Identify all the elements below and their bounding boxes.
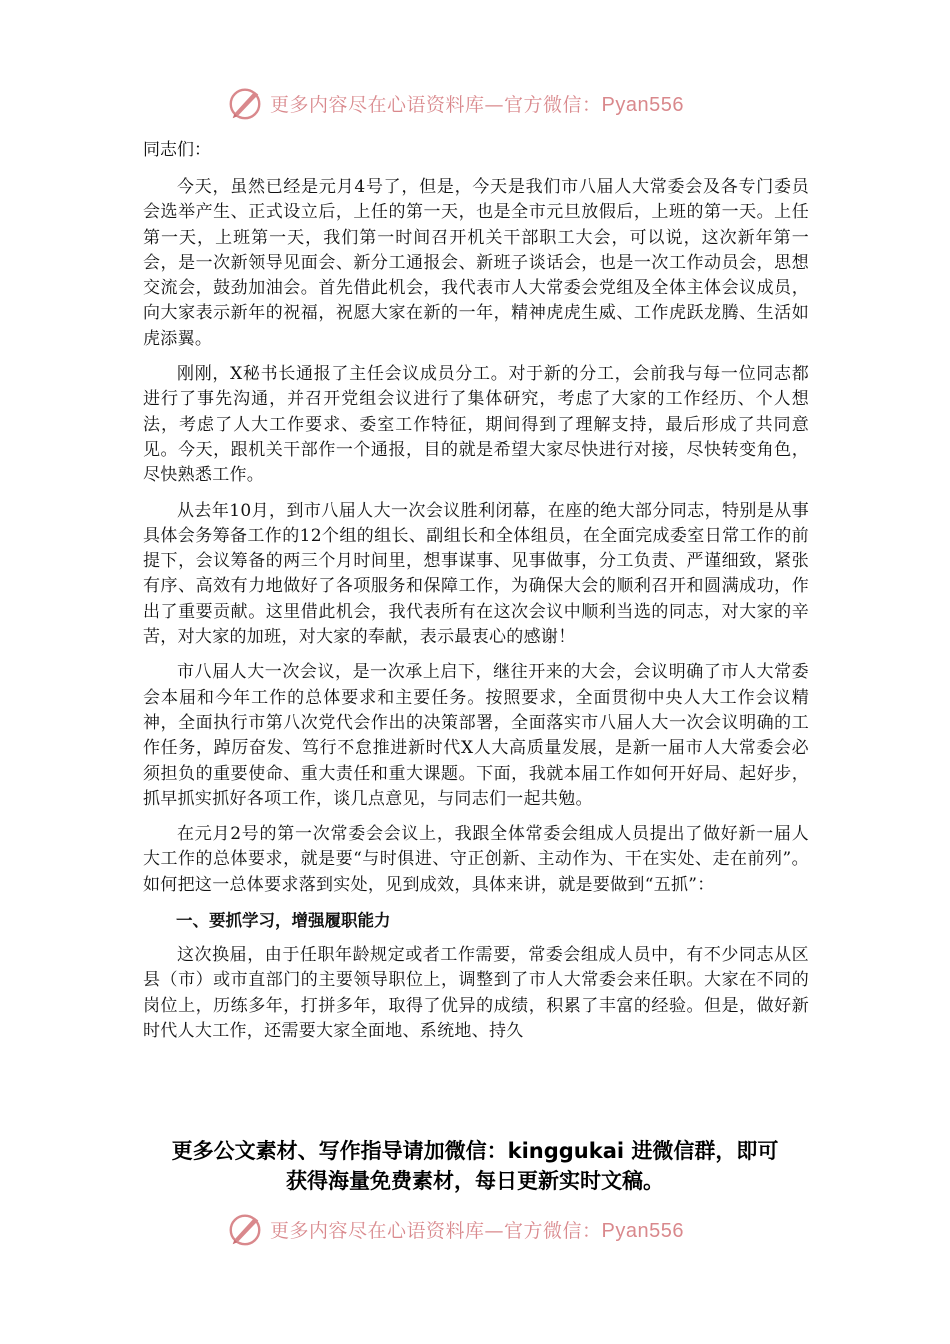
paragraph: 市八届人大一次会议，是一次承上启下，继往开来的大会，会议明确了市人大常委会本届和今年工作的总体要求和主要任务。按照要求，全面贯彻中央人大工作会议精神，全面执行市第八次党代会作出的决策部署，全面落实市八届人大一次会议明确的工作任务，踔厉奋发、笃行不怠推进新时代X人大高质量发展，是新一届市人大常委会必须担负的重要使命、重大责任和重大课题。下面，我就本届工作如何开好局、起好步，抓早抓实抓好各项工作，谈几点意见，与同志们一起共勉。 <box>143 662 809 809</box>
promo-line: 获得海量免费素材，每日更新实时文稿。 <box>286 1169 664 1193</box>
promo-banner <box>100 1136 850 1196</box>
pen-circle-logo-icon <box>226 84 264 122</box>
paragraph: 刚刚，X秘书长通报了主任会议成员分工。对于新的分工，会前我与每一位同志都进行了事先沟通，并召开党组会议进行了集体研究，考虑了大家的工作经历、个人想法，考虑了人大工作要求、委室工作特征，期间得到了理解支持，最后形成了共同意见。今天，跟机关干部作一个通报，目的就是希望大家尽快进行对接，尽快转变角色，尽快熟悉工作。 <box>143 364 809 486</box>
promo-line: 更多公文素材、写作指导请加微信：kinggukai 进微信群，即可 <box>171 1139 779 1163</box>
watermark-wechat-id: Pyan556 <box>601 1219 684 1242</box>
pen-circle-logo-icon <box>226 1210 264 1248</box>
document-body <box>143 138 809 1077</box>
watermark-text: 更多内容尽在心语资料库—官方微信：Pyan556 <box>270 1219 684 1242</box>
paragraph: 从去年10月，到市八届人大一次会议胜利闭幕，在座的绝大部分同志，特别是从事具体会务筹备工作的12个组的组长、副组长和全体组员，在全面完成委室日常工作的前提下，会议筹备的两三个月时间里，想事谋事、见事做事，分工负责、严谨细致，紧张有序、高效有力地做好了各项服务和保障工作，为确保大会的顺利召开和圆满成功，作出了重要贡献。这里借此机会，我代表所有在这次会议中顺利当选的同志，对大家的辛苦，对大家的加班，对大家的奉献，表示最衷心的感谢！ <box>143 500 809 648</box>
footer-watermark <box>226 1208 746 1250</box>
section-heading: 一、要抓学习，增强履职能力 <box>176 911 391 931</box>
paragraph: 在元月2号的第一次常委会会议上，我跟全体常委会组成人员提出了做好新一届人大工作的总体要求，就是要“与时俱进、守正创新、主动作为、干在实处、走在前列”。如何把这一总体要求落到实处，见到成效，具体来讲，就是要做到“五抓”： <box>143 824 809 895</box>
paragraph: 今天，虽然已经是元月4号了，但是，今天是我们市八届人大常委会及各专门委员会选举产生、正式设立后，上任的第一天，也是全市元旦放假后，上班的第一天。上任第一天，上班第一天，我们第一时间召开机关干部职工大会，可以说，这次新年第一会，是一次新领导见面会、新分工通报会、新班子谈话会，也是一次工作动员会，思想交流会，鼓劲加油会。首先借此机会，我代表市人大常委会党组及全体主体会议成员，向大家表示新年的祝福，祝愿大家在新的一年，精神虎虎生威、工作虎跃龙腾、生活如虎添翼。 <box>143 177 809 349</box>
paragraph: 这次换届，由于任职年龄规定或者工作需要，常委会组成人员中，有不少同志从区县（市）或市直部门的主要领导职位上，调整到了市人大常委会来任职。大家在不同的岗位上，历练多年，打拼多年，取得了优异的成绩，积累了丰富的经验。但是，做好新时代人大工作，还需要大家全面地、系统地、持久 <box>143 945 809 1041</box>
salutation: 同志们： <box>143 140 211 160</box>
watermark-wechat-id: Pyan556 <box>601 93 684 116</box>
header-watermark <box>226 82 746 124</box>
watermark-text: 更多内容尽在心语资料库—官方微信：Pyan556 <box>270 93 684 116</box>
